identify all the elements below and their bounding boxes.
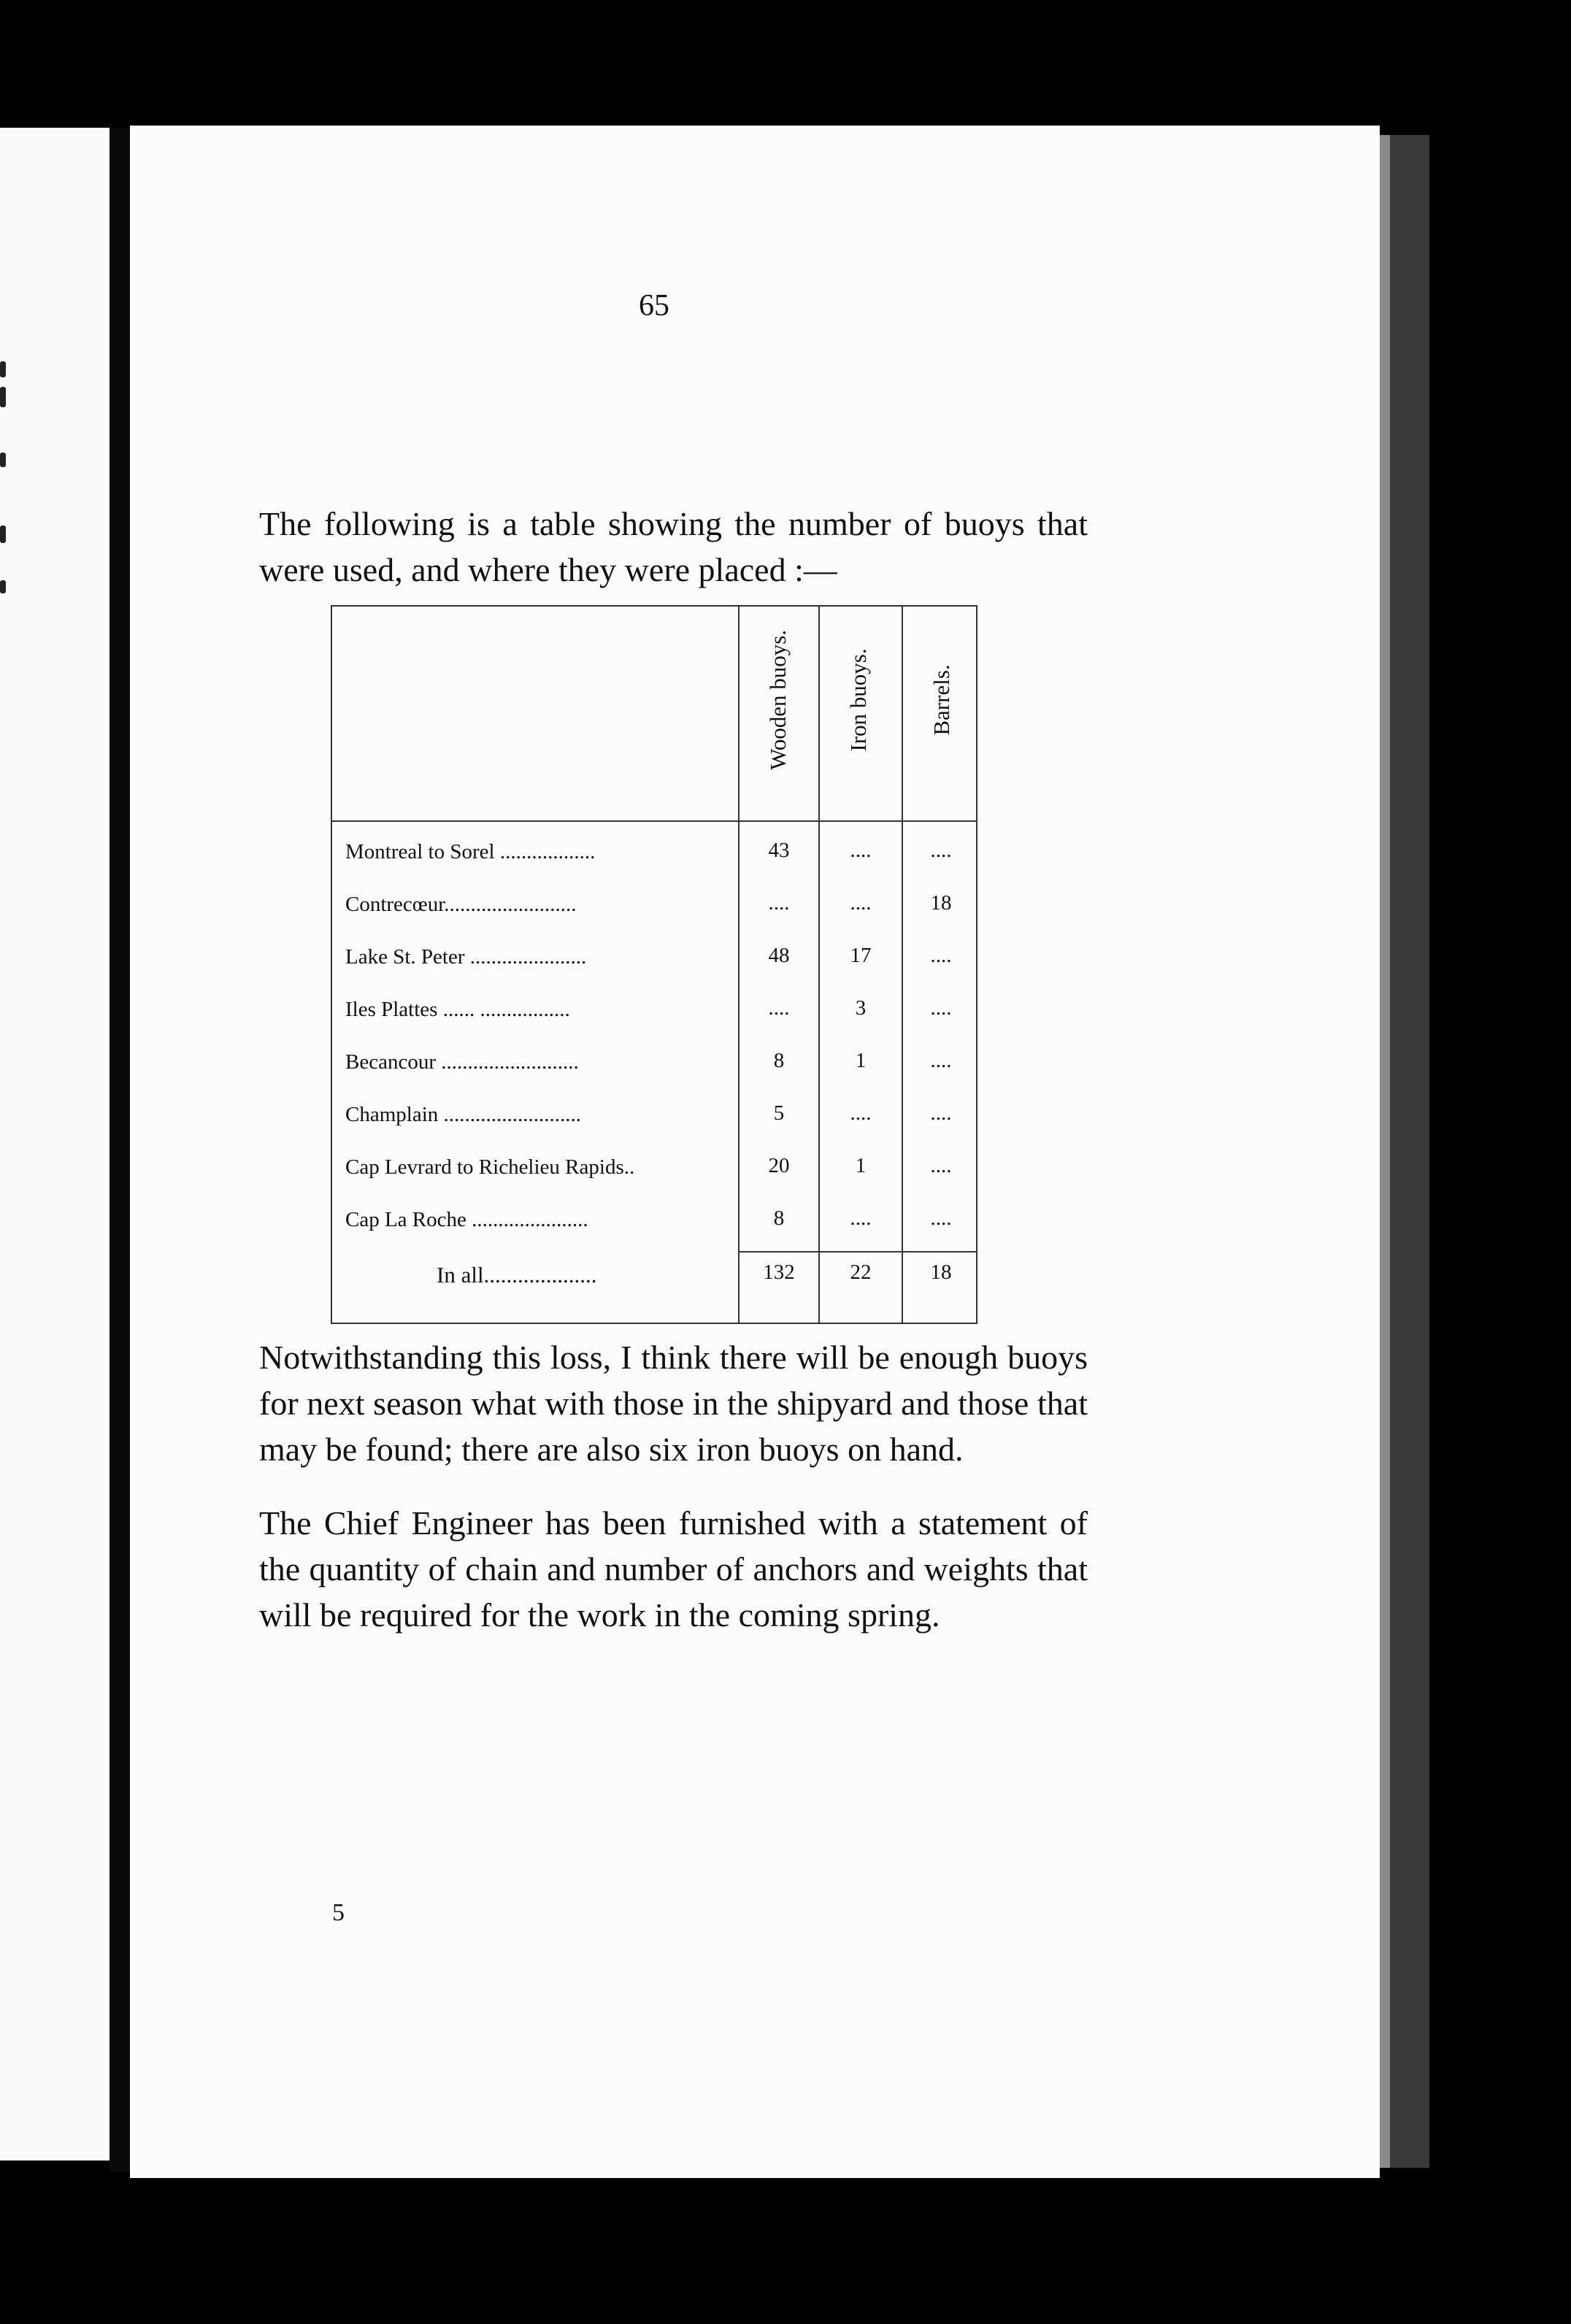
cell-wooden: 5 — [773, 1101, 785, 1125]
column-header-wooden: Wooden buoys. — [765, 629, 791, 771]
row-label: Contrecœur......................... — [345, 893, 577, 916]
total-barrels: 18 — [930, 1261, 952, 1284]
cell-wooden: .... — [768, 996, 790, 1020]
paragraph-loss — [226, 1334, 1088, 1472]
cell-barrels: .... — [930, 1154, 952, 1177]
cell-iron: .... — [850, 839, 872, 862]
column-header-iron: Iron buoys. — [845, 648, 871, 752]
row-label: Lake St. Peter ...................... — [345, 945, 587, 969]
page-stack-edge-highlight — [1380, 135, 1390, 2168]
cell-wooden: 43 — [768, 839, 790, 862]
cell-wooden: 20 — [768, 1154, 790, 1177]
paragraph-chief-engineer — [226, 1500, 1088, 1638]
table-row — [331, 1201, 977, 1253]
cell-iron: 1 — [855, 1154, 867, 1177]
table-row — [331, 938, 977, 990]
cell-iron: .... — [850, 1101, 872, 1125]
table-row — [331, 990, 977, 1043]
cell-barrels: .... — [930, 1049, 952, 1072]
intro-paragraph — [226, 501, 1088, 593]
cell-barrels: .... — [930, 1207, 952, 1230]
cell-barrels: .... — [930, 839, 952, 862]
table-total-row — [331, 1255, 977, 1307]
table-row — [331, 1043, 977, 1096]
cell-wooden: .... — [768, 891, 790, 915]
row-label: Champlain .......................... — [345, 1103, 582, 1126]
cell-wooden: 8 — [773, 1207, 785, 1230]
page-number: 65 — [639, 289, 669, 323]
total-iron: 22 — [850, 1261, 872, 1284]
intro-text: The following is a table showing the number of buoys that were used, and where they were placed :— — [259, 505, 1088, 588]
table-bottom-rule — [331, 1323, 977, 1324]
cell-barrels: 18 — [930, 891, 952, 915]
cell-iron: .... — [850, 1207, 872, 1230]
row-label: Iles Plattes ...... ................. — [345, 998, 570, 1021]
table-row — [331, 885, 977, 938]
row-label: Cap La Roche ...................... — [345, 1208, 588, 1231]
buoy-table — [331, 605, 980, 1324]
left-page-edge — [0, 128, 110, 2161]
cell-iron: 17 — [850, 944, 872, 967]
row-label: Montreal to Sorel .................. — [345, 840, 596, 863]
cell-barrels: .... — [930, 944, 952, 967]
cell-iron: .... — [850, 891, 872, 915]
cell-iron: 3 — [855, 996, 867, 1020]
table-row — [331, 1148, 977, 1201]
paragraph-1-text: Notwithstanding this loss, I think there will be enough buoys for next season what with those in the shipyard and those that may be found; there are also six iron buoys on hand. — [259, 1339, 1088, 1468]
book-gutter — [110, 128, 130, 2171]
table-row — [331, 833, 977, 885]
cell-barrels: .... — [930, 1101, 952, 1125]
cell-iron: 1 — [855, 1049, 867, 1072]
cell-wooden: 8 — [773, 1049, 785, 1072]
cell-wooden: 48 — [768, 944, 790, 967]
total-wooden: 132 — [763, 1261, 795, 1284]
row-label: Becancour .......................... — [345, 1050, 579, 1074]
paragraph-2-text: The Chief Engineer has been furnished with a statement of the quantity of chain and number of anchors and weights that will be required for the work in the coming spring. — [259, 1504, 1088, 1634]
column-header-barrels: Barrels. — [929, 664, 954, 736]
row-label: Cap Levrard to Richelieu Rapids.. — [345, 1155, 635, 1179]
cell-barrels: .... — [930, 996, 952, 1020]
table-row — [331, 1096, 977, 1148]
signature-mark: 5 — [332, 1899, 345, 1926]
total-label: In all.................... — [437, 1262, 597, 1288]
header-rule — [331, 820, 977, 822]
